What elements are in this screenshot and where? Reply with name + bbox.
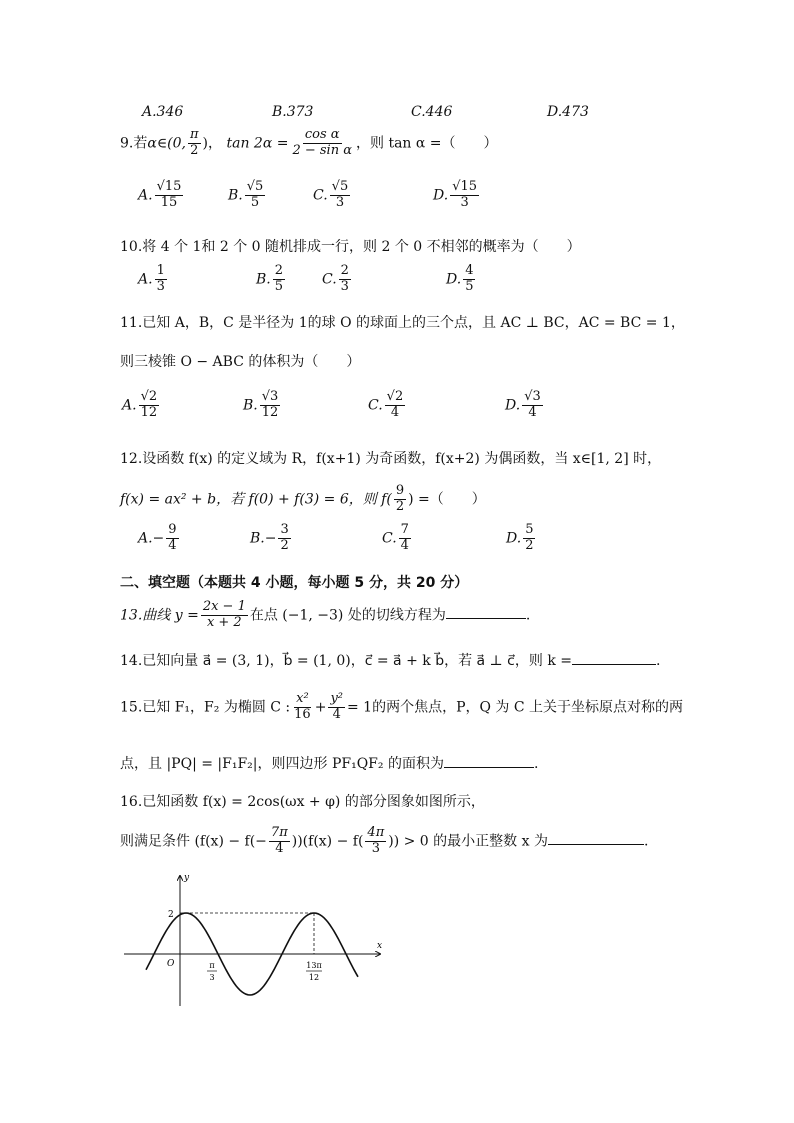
q11-option-b [243, 390, 282, 421]
q11-option-b-label: B. [243, 397, 258, 414]
q15-n2: y² [330, 691, 343, 706]
q12-option-a-label: A.− [138, 530, 165, 547]
q15-a: 15.已知 F₁，F₂ 为椭圆 C : [120, 699, 291, 716]
q10-option-d [446, 264, 477, 295]
q10-option-b-num: 2 [274, 263, 284, 278]
q14-stem [120, 652, 660, 668]
q15-plus: + [314, 699, 327, 716]
q9-option-c [313, 180, 352, 211]
q15-line2: 点，且 |PQ| = |F₁F₂|，则四边形 PF₁QF₂ 的面积为 [120, 756, 444, 772]
max-value-label: 2 [168, 910, 174, 920]
q9-option-c-label: C. [313, 187, 328, 204]
q10-option-a-num: 1 [156, 263, 165, 278]
q10-option-a-label: A. [138, 271, 153, 288]
q13-num: 2x − 1 [202, 599, 246, 614]
q15-n1: x² [296, 691, 309, 706]
q16-end: . [643, 833, 649, 850]
q12-option-b-den: 2 [280, 537, 289, 553]
q10-option-b-den: 5 [274, 278, 284, 294]
q16-stem-line1: 16.已知函数 f(x) = 2cos(ωx + φ) 的部分图象如图所示， [120, 794, 485, 810]
q13-a: 13.曲线 y = [120, 607, 199, 624]
q11-option-c [368, 390, 407, 421]
q10-option-c-den: 3 [340, 278, 349, 294]
q12-option-d-num: 5 [525, 522, 534, 537]
cosine-graph [118, 868, 390, 1012]
q10-option-b-label: B. [256, 271, 271, 288]
q15-stem-line1 [120, 692, 683, 723]
q12-line2-den: 2 [395, 498, 405, 514]
q12-option-d-den: 2 [525, 537, 534, 553]
q9-cond-fraction [188, 128, 201, 159]
q11-option-c-den: 4 [390, 404, 400, 420]
q10-option-c-num: 2 [340, 263, 349, 278]
q12-option-c-label: C. [382, 530, 397, 547]
q12-option-c-num: 7 [400, 522, 409, 537]
q11-option-b-den: 12 [261, 404, 279, 420]
q9-option-d-den: 3 [460, 194, 469, 210]
q9-option-d-num: √15 [452, 179, 478, 194]
q12-stem-line2 [120, 484, 486, 515]
q11-stem-line2: 则三棱锥 O − ABC 的体积为（ ） [120, 354, 361, 370]
q9-stem [120, 128, 498, 159]
q15-d1: 16 [294, 706, 311, 722]
tick1-den: 3 [209, 973, 215, 982]
q9-option-a-den: 15 [160, 194, 178, 210]
q12-line2-num: 9 [395, 483, 405, 498]
q10-option-d-label: D. [446, 271, 462, 288]
q9-option-a-label: A. [138, 187, 153, 204]
q11-option-a-num: √2 [140, 389, 158, 404]
q11-option-a [122, 390, 161, 421]
q15-d2: 4 [332, 706, 341, 722]
q9-option-a [138, 180, 185, 211]
q16-line2-a: 则满足条件 (f(x) − f(− [120, 833, 267, 850]
q9-option-c-num: √5 [331, 179, 349, 194]
q10-option-c-label: C. [322, 271, 337, 288]
q9-eq-lhs: tan 2α = [226, 135, 289, 152]
q16-n1: 7π [270, 825, 288, 840]
q16-answer-blank[interactable] [548, 832, 644, 845]
q9-cond-den: 2 [190, 142, 199, 158]
q8-option-b: B.373 [272, 104, 314, 120]
q11-option-c-num: √2 [386, 389, 404, 404]
q12-option-c [382, 523, 413, 554]
q9-eq-fraction [290, 128, 354, 159]
q9-option-b-num: √5 [246, 179, 264, 194]
q12-option-b-label: B.− [250, 530, 277, 547]
q9-option-d [433, 180, 481, 211]
q12-option-d [506, 523, 537, 554]
q14-end: . [656, 653, 661, 669]
tick1-num: π [209, 961, 215, 970]
section-heading-fill-in: 二、填空题（本题共 4 小题，每小题 5 分，共 20 分） [120, 575, 469, 591]
q10-option-d-den: 5 [465, 278, 474, 294]
q9-option-b [228, 180, 267, 211]
q16-n2: 4π [367, 825, 385, 840]
q11-option-c-label: C. [368, 397, 383, 414]
q8-option-a: A.346 [142, 104, 184, 120]
q12-stem-line1: 12.设函数 f(x) 的定义域为 R，f(x+1) 为奇函数，f(x+2) 为偶函数，当 x∈[1, 2] 时， [120, 451, 662, 467]
q15-b: = 1的两个焦点，P，Q 为 C 上关于坐标原点对称的两 [347, 699, 684, 716]
q13-end: . [525, 607, 531, 624]
q9-option-b-den: 5 [250, 194, 260, 210]
q16-d1: 4 [275, 840, 284, 856]
q9-prefix: 9.若 [120, 135, 148, 152]
q13-b: 在点 (−1, −3) 处的切线方程为 [249, 607, 446, 624]
q10-option-d-num: 4 [465, 263, 474, 278]
q12-option-b-num: 3 [280, 522, 289, 537]
q16-d2: 3 [371, 840, 380, 856]
q14-answer-blank[interactable] [572, 652, 656, 665]
q15-answer-blank[interactable] [444, 755, 534, 768]
q12-line2-b: ) =（ ） [408, 491, 486, 508]
q9-cond-num: π [190, 127, 199, 142]
q16-line2-b: ))(f(x) − f( [291, 833, 364, 850]
y-axis-label: y [184, 873, 190, 883]
q11-option-b-num: √3 [261, 389, 279, 404]
q12-option-b [250, 523, 293, 554]
q9-suffix: ，则 tan α =（ ） [356, 135, 498, 152]
q16-stem-line2 [120, 826, 648, 857]
tick2-den: 12 [308, 973, 320, 982]
q15-stem-line2 [120, 755, 538, 771]
q12-option-d-label: D. [506, 530, 522, 547]
x-axis-label: x [377, 941, 383, 951]
q9-option-d-label: D. [433, 187, 449, 204]
q8-option-d: D.473 [547, 104, 589, 120]
q11-option-d-label: D. [505, 397, 521, 414]
q13-answer-blank[interactable] [446, 606, 526, 619]
q11-option-d-num: √3 [524, 389, 541, 404]
q8-option-c: C.446 [411, 104, 453, 120]
q9-cond-close: )， [202, 135, 223, 152]
q9-option-c-den: 3 [335, 194, 345, 210]
q10-option-a-den: 3 [156, 278, 165, 294]
q11-option-d-den: 4 [528, 404, 537, 420]
q9-option-b-label: B. [228, 187, 243, 204]
q13-stem [120, 600, 530, 631]
tick2-num: 13π [306, 961, 322, 970]
q16-line2-c: )) > 0 的最小正整数 x 为 [388, 833, 548, 850]
q12-option-a [138, 523, 181, 554]
origin-label: O [167, 959, 175, 969]
q9-option-a-num: √15 [156, 179, 182, 194]
q11-option-a-den: 12 [140, 404, 158, 420]
q10-option-c [322, 264, 353, 295]
q12-option-a-den: 4 [168, 537, 177, 553]
q13-den: x + 2 [206, 614, 242, 630]
q9-eq-num: cos α [304, 127, 340, 142]
q14-text: 14.已知向量 a⃗ = (3, 1)，b⃗ = (1, 0)，c⃗ = a⃗ + k b⃗，若 a⃗ ⊥ c⃗，则 k = [120, 653, 572, 669]
q11-option-a-label: A. [122, 397, 137, 414]
q12-option-a-num: 9 [168, 522, 177, 537]
q10-option-b [256, 264, 287, 295]
q15-end: . [533, 756, 539, 772]
q9-eq-den: 2 − sin α [292, 142, 352, 158]
q12-line2-a: f(x) = ax² + b，若 f(0) + f(3) = 6，则 f( [120, 491, 392, 508]
q9-condition: α∈(0, [147, 135, 186, 152]
q11-stem-line1: 11.已知 A，B，C 是半径为 1的球 O 的球面上的三个点，且 AC ⊥ BC，AC = BC = 1， [120, 315, 685, 331]
q10-stem: 10.将 4 个 1和 2 个 0 随机排成一行，则 2 个 0 不相邻的概率为（ ） [120, 239, 581, 255]
q11-option-d [505, 390, 545, 421]
q10-option-a [138, 264, 169, 295]
q12-option-c-den: 4 [400, 537, 409, 553]
